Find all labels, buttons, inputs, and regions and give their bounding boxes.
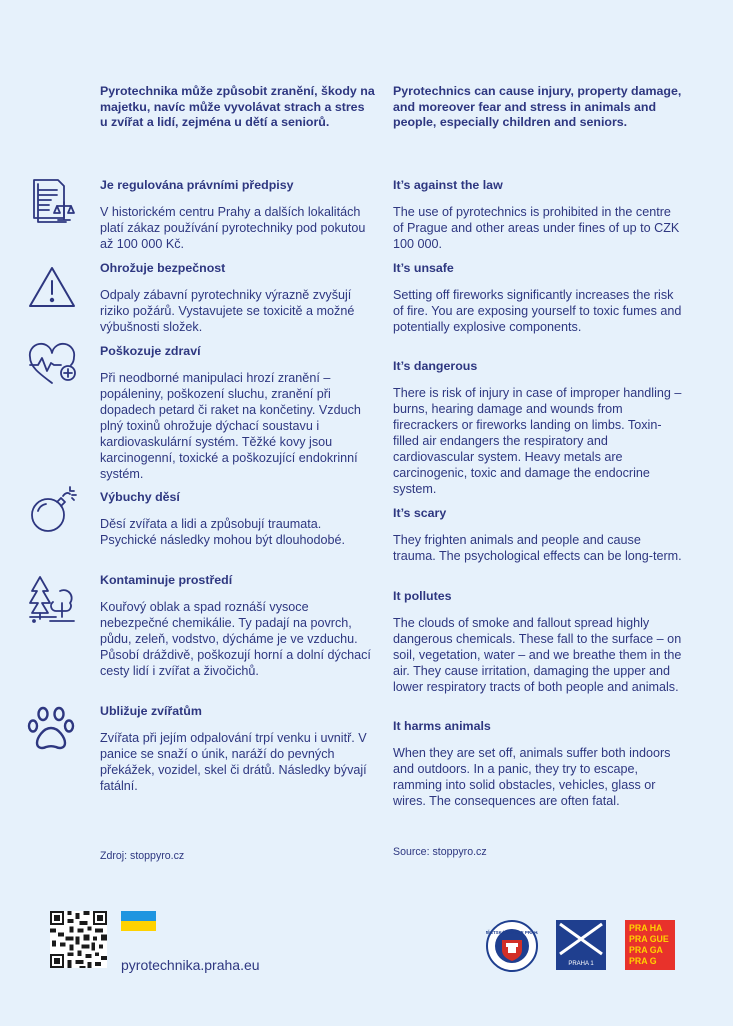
section-text: Zvířata při jejím odpalování trpí venku i uvnitř. V panice se snaží o únik, naráží do pevných překážek, vozidel, skel či drátů. Následky bývají fatální. (100, 731, 367, 793)
section-title: It’s dangerous (393, 359, 478, 373)
section-text: They frighten animals and people and cause trauma. The psychological effects can be long-term. (393, 533, 682, 563)
section-title: Ubližuje zvířatům (100, 704, 202, 718)
section-text: There is risk of injury in case of improper handling – burns, hearing damage and wounds from firecrackers or fireworks landing on limbs. Toxin-filled air endangers the respiratory and cardiovascular system. Heavy metals are carcinogenic, toxic and damage the endocrine system. (393, 386, 682, 496)
prague-logo-line: PRA GUE (629, 934, 669, 944)
warning-triangle-icon (26, 262, 78, 314)
section-text: The clouds of smoke and fallout spread highly dangerous chemicals. These fall to the surface – on soil, vegetation, water – and we breathe them in the air. They cause irritation, damaging the upper and lower respiratory tracts of both people and animals. (393, 616, 682, 694)
section-title: Ohrožuje bezpečnost (100, 261, 226, 275)
section-title: Je regulována právními předpisy (100, 178, 294, 192)
section-en-dangerous (393, 359, 683, 497)
section-title: Výbuchy děsí (100, 490, 180, 504)
section-cz-scary (100, 490, 375, 548)
city-police-logo (486, 920, 538, 972)
section-text: The use of pyrotechnics is prohibited in the centre of Prague and other areas under fines of up to CZK 100 000. (393, 205, 680, 251)
paw-icon (26, 702, 78, 754)
prague-logo-line: PRA GA (629, 945, 663, 955)
english-column (393, 84, 683, 858)
trees-pollution-icon (26, 573, 78, 625)
section-title: Poškozuje zdraví (100, 344, 201, 358)
section-text: Kouřový oblak a spad roznáší vysoce nebezpečné chemikálie. Ty padají na povrch, půdu, zeleň, vodstvo, dýcháme je ve vzduchu. Působí dráždivě, poškozují horní a dolní dýchací cesty lidí i zvířat a živočichů. (100, 600, 371, 678)
section-en-pollutes (393, 589, 683, 695)
section-title: It’s against the law (393, 178, 503, 192)
bomb-icon (26, 485, 78, 537)
qr-code[interactable] (50, 911, 107, 968)
heart-pulse-plus-icon (26, 341, 78, 393)
section-en-law (393, 178, 683, 252)
section-text: Při neodborné manipulaci hrozí zranění – popáleniny, poškození sluchu, zranění při dopadech petard či raket na končetiny. Vzduch plný toxinů ohrožuje dýchací soustavu i kardiovaskulární systém. Těžké kovy jsou karcinogenní, toxické a poškozující endokrinní systém. (100, 371, 361, 481)
police-logo-text: MĚSTSKÁ POLICIE PRAHA (486, 930, 538, 935)
section-title: It harms animals (393, 719, 491, 733)
section-cz-safety (100, 261, 375, 335)
prague-logo (625, 920, 675, 970)
praha1-logo (556, 920, 606, 970)
prague-logo-line: PRA HA (629, 923, 663, 933)
section-text: Setting off fireworks significantly increases the risk of fire. You are exposing yourself to toxic fumes and potentially explosive components. (393, 288, 682, 334)
source-en: Source: stoppyro.cz (393, 846, 487, 858)
section-en-unsafe (393, 261, 683, 335)
section-cz-law (100, 178, 375, 252)
section-text: Děsí zvířata a lidi a způsobují traumata. Psychické následky mohou být dlouhodobé. (100, 517, 346, 547)
section-text: Odpaly zábavní pyrotechniky výrazně zvyšují riziko požárů. Vystavujete se toxicitě a možné výbušnosti složek. (100, 288, 355, 334)
intro-en: Pyrotechnics can cause injury, property damage, and moreover fear and stress in animals and people, especially children and seniors. (393, 84, 682, 130)
section-cz-pollution (100, 573, 375, 679)
section-text: When they are set off, animals suffer both indoors and outdoors. In a panic, they try to escape, ramming into solid obstacles, vehicles, glass or wires. The consequences are often fatal. (393, 746, 671, 808)
section-title: Kontaminuje prostředí (100, 573, 233, 587)
section-en-animals (393, 719, 683, 809)
section-title: It’s unsafe (393, 261, 454, 275)
section-title: It pollutes (393, 589, 452, 603)
flag-blue-stripe (121, 911, 156, 921)
ukraine-flag (121, 911, 156, 931)
law-document-scales-icon (26, 176, 78, 228)
website-link[interactable]: pyrotechnika.praha.eu (121, 957, 260, 973)
praha1-logo-text: PRAHA 1 (568, 961, 594, 967)
section-title: It’s scary (393, 506, 447, 520)
prague-logo-line: PRA G (629, 956, 657, 966)
section-cz-animals (100, 704, 375, 794)
flag-yellow-stripe (121, 921, 156, 931)
source-cz: Zdroj: stoppyro.cz (100, 850, 185, 862)
czech-column (100, 84, 375, 862)
section-en-scary (393, 506, 683, 564)
section-cz-health (100, 344, 375, 482)
section-text: V historickém centru Prahy a dalších lokalitách platí zákaz používání pyrotechniky pod pokutou až 100 000 Kč. (100, 205, 366, 251)
intro-cz: Pyrotechnika může způsobit zranění, škody na majetku, navíc může vyvolávat strach a stres u zvířat a lidí, zejména u dětí a seniorů. (100, 84, 375, 130)
